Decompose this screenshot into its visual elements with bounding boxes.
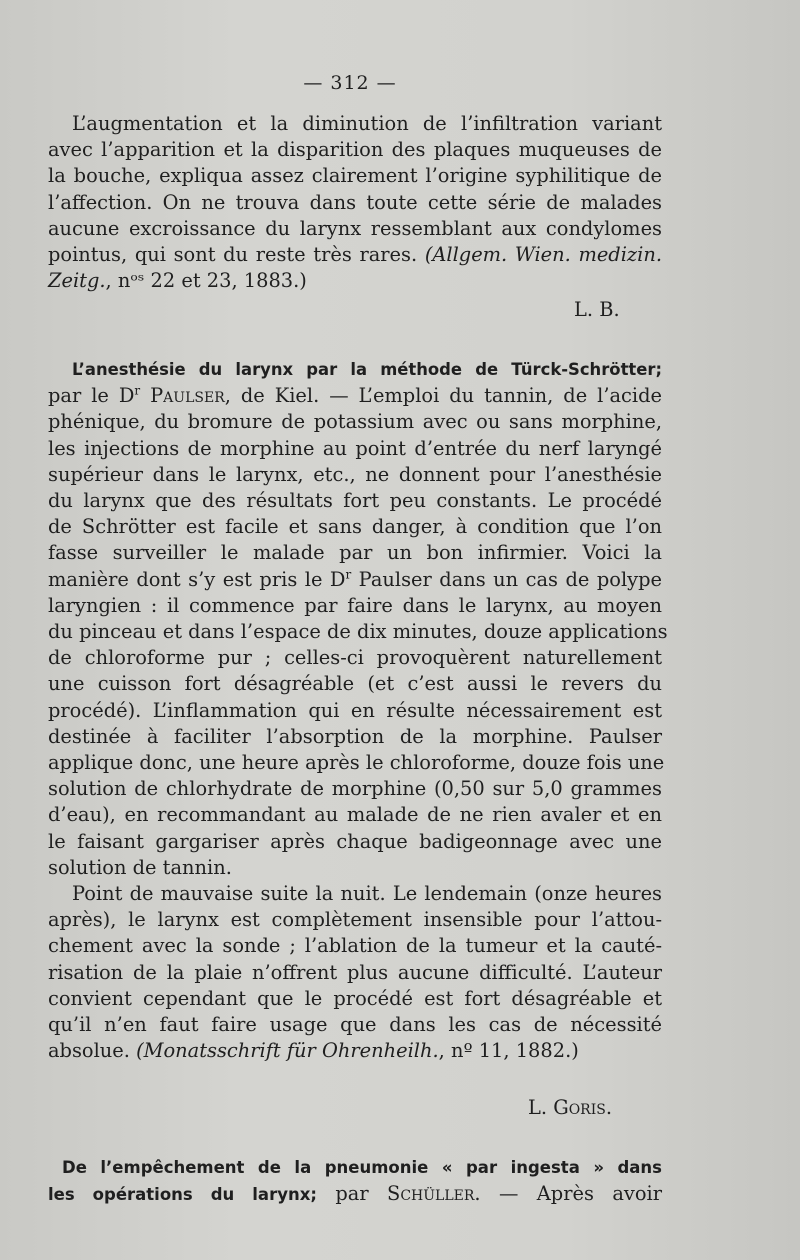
section-2-paragraph xyxy=(48,357,668,1064)
text-line: d’eau), en recommandant au malade de ne rien avaler et en xyxy=(48,803,662,827)
text-line: les injections de morphine au point d’entrée du nerf laryngé xyxy=(48,436,662,460)
text-line xyxy=(48,1038,662,1064)
text-fragment: . — Après avoir xyxy=(474,1182,662,1206)
text-line: aucune excroissance du larynx ressemblant aux condylomes xyxy=(48,216,662,240)
text-line: phénique, du bromure de potassium avec ou sans morphine, xyxy=(48,410,662,434)
text-line: laryngien : il commence par faire dans le larynx, au moyen xyxy=(48,593,662,617)
text-line: du larynx que des résultats fort peu constants. Le procédé xyxy=(48,489,662,513)
text-fragment: par xyxy=(316,1182,388,1206)
text-line xyxy=(48,383,662,409)
text-line: procédé). L’inflammation qui en résulte nécessairement est xyxy=(48,698,662,722)
section-3-paragraph xyxy=(48,1155,662,1208)
text-fragment: absolue. xyxy=(48,1039,137,1063)
text-line: solution de chlorhydrate de morphine (0,50 sur 5,0 grammes xyxy=(48,777,662,801)
text-line: fasse surveiller le malade par un bon infirmier. Voici la xyxy=(48,541,662,565)
section-title: L’anesthésie du larynx par la méthode de Türck-Schrötter; xyxy=(72,360,662,379)
text-line xyxy=(48,567,662,593)
signature-lb: L. B. xyxy=(574,298,620,321)
author-name: Schüller xyxy=(387,1182,475,1206)
text-line: L’augmentation et la diminution de l’infiltration variant xyxy=(72,112,662,135)
citation-italic: (Monatsschrift für Ohrenheilh. xyxy=(136,1039,439,1063)
page-number: — 312 — xyxy=(303,72,397,94)
citation-rest: , nº 11, 1882.) xyxy=(438,1039,579,1063)
text-line: applique donc, une heure après le chloroforme, douze fois une xyxy=(48,751,665,775)
citation-italic: Zeitg. xyxy=(48,269,106,293)
text-line: l’affection. On ne trouva dans toute cette série de malades xyxy=(48,190,662,214)
signature-goris xyxy=(528,1096,612,1119)
text-line: le faisant gargariser après chaque badigeonnage avec une xyxy=(48,829,662,853)
text-line xyxy=(48,242,662,268)
text-line xyxy=(48,268,662,294)
text-line: de chloroforme pur ; celles-ci provoquèrent naturellement xyxy=(48,646,662,670)
citation-rest: , nᵒˢ 22 et 23, 1883.) xyxy=(105,269,307,293)
section-title-continued: les opérations du larynx; xyxy=(48,1185,317,1205)
text-line: avec l’apparition et la disparition des plaques muqueuses de xyxy=(48,138,662,162)
section-title: De l’empêchement de la pneumonie « par ingesta » dans xyxy=(62,1158,662,1177)
text-line: destinée à faciliter l’absorption de la morphine. Paulser xyxy=(48,724,662,748)
text-line xyxy=(48,1181,662,1208)
text-line: chement avec la sonde ; l’ablation de la tumeur et la cauté- xyxy=(48,934,662,958)
text-line: supérieur dans le larynx, etc., ne donnent pour l’anesthésie xyxy=(48,462,662,486)
text-line: solution de tannin. xyxy=(48,855,232,879)
author-name: Paulser xyxy=(150,384,225,408)
text-fragment: manière dont s’y est pris le D xyxy=(48,567,346,591)
text-line: qu’il n’en faut faire usage que dans les cas de nécessité xyxy=(48,1013,662,1037)
text-line: risation de la plaie n’offrent plus aucune difficulté. L’auteur xyxy=(48,960,662,984)
text-line: après), le larynx est complètement insensible pour l’attou- xyxy=(48,908,662,932)
text-fragment: , de Kiel. — L’emploi du tannin, de l’acide xyxy=(224,384,663,408)
section-1-paragraph xyxy=(48,111,662,294)
signature-text: L. Goris. xyxy=(528,1096,612,1119)
text-line: la bouche, expliqua assez clairement l’origine syphilitique de xyxy=(48,164,662,188)
text-line: convient cependant que le procédé est fort désagréable et xyxy=(48,986,662,1010)
text-line: une cuisson fort désagréable (et c’est aussi le revers du xyxy=(48,672,662,696)
text-fragment: par le D xyxy=(48,384,135,408)
text-line: du pinceau et dans l’espace de dix minutes, douze applications xyxy=(48,620,668,644)
text-fragment: Paulser dans un cas de polype xyxy=(351,567,662,591)
superscript: r xyxy=(134,383,141,398)
text-line: Point de mauvaise suite la nuit. Le lendemain (onze heures xyxy=(72,882,662,906)
citation-italic: (Allgem. Wien. medizin. xyxy=(424,243,662,267)
text-fragment: pointus, qui sont du reste très rares. xyxy=(48,243,418,267)
text-line: de Schrötter est facile et sans danger, à condition que l’on xyxy=(48,515,662,539)
superscript: r xyxy=(345,567,352,582)
